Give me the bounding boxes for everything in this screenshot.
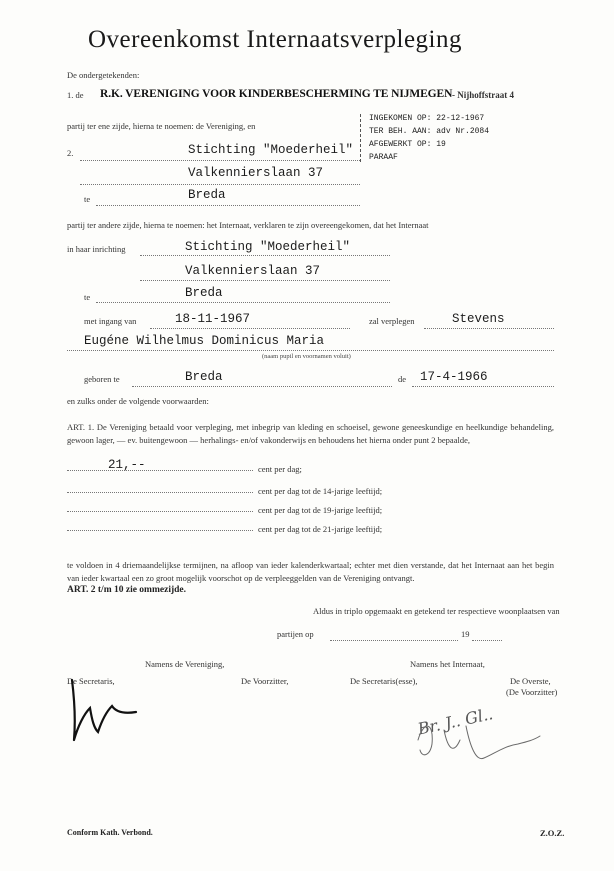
party2-city: Breda: [188, 188, 226, 202]
birthdate-value: 17-4-1966: [420, 370, 488, 384]
surname-line: [424, 328, 554, 329]
facility-city-line: [96, 302, 390, 303]
signing-year-line: [472, 640, 502, 641]
facility-street-line: [140, 280, 390, 281]
received-stamp: [360, 114, 537, 162]
parties-date-label: partijen op: [277, 629, 314, 639]
party2-city-line: [96, 205, 360, 206]
rate4-label: cent per dag tot de 21-jarige leeftijd;: [258, 524, 383, 534]
closing-text: Aldus in triplo opgemaakt en getekend ter respectieve woonplaatsen van: [313, 606, 560, 616]
start-date-label: met ingang van: [84, 316, 137, 326]
born-label: geboren te: [84, 374, 120, 384]
rate4-line: [67, 530, 253, 531]
facility-name: Stichting "Moederheil": [185, 240, 351, 254]
rate3-line: [67, 511, 253, 512]
rate1-line: [67, 470, 253, 471]
party1-name: R.K. VERENIGING VOOR KINDERBESCHERMING TE NIJMEGEN: [100, 88, 453, 100]
party2-street: Valkennierslaan 37: [188, 166, 324, 180]
rate3-label: cent per dag tot de 19-jarige leeftijd;: [258, 505, 383, 515]
party2-role: partij ter andere zijde, hierna te noemen: het Internaat, verklaren te zijn overeengekomen, dat het Internaat: [67, 220, 429, 230]
rate-amount: 21,--: [108, 458, 146, 472]
art2-reference: ART. 2 t/m 10 zie ommezijde.: [67, 585, 186, 595]
rate2-line: [67, 492, 253, 493]
party1-address: - Nijhoffstraat 4: [452, 90, 514, 100]
art1-text: ART. 1. De Vereniging betaald voor verpleging, met inbegrip van kleding en schoeisel, gewone geneeskundige en heelkundige behandeling, gewoon lager, — ev. buitengewoon — herhalings- en/of vakonderwijs en behoudens het hierna onder punt 2 bepaalde,: [67, 422, 554, 445]
facility-city: Breda: [185, 286, 223, 300]
voorzitter-label: De Voorzitter,: [241, 676, 289, 686]
party1-prefix: 1. de: [67, 90, 84, 100]
birthplace-line: [132, 386, 392, 387]
document-title: Overeenkomst Internaatsverpleging: [88, 26, 463, 53]
facility-street: Valkennierslaan 37: [185, 264, 321, 278]
birthdate-line: [412, 386, 554, 387]
party1-role: partij ter ene zijde, hierna te noemen: de Vereniging, en: [67, 121, 256, 131]
party2-te-label: te: [84, 194, 91, 204]
care-label: zal verplegen: [369, 316, 415, 326]
conditions-text: en zulks onder de volgende voorwaarden:: [67, 396, 209, 406]
party2-name-line: [80, 160, 360, 161]
stamp-initials-line: PARAAF: [369, 153, 398, 162]
secretaris-signature: [64, 676, 144, 746]
rate1-label: cent per dag;: [258, 464, 302, 474]
stamp-received-line: INGEKOMEN OP: 22-12-1967: [369, 114, 485, 123]
rate2-label: cent per dag tot de 14-jarige leeftijd;: [258, 486, 383, 496]
secretaresse-label: De Secretaris(esse),: [350, 676, 418, 686]
pupil-surname: Stevens: [452, 312, 505, 326]
start-date-line: [150, 328, 350, 329]
internaat-signature-scribble: [414, 710, 544, 770]
stamp-assigned-line: TER BEH. AAN: adv Nr.2084: [369, 127, 490, 136]
signing-date-line: [330, 640, 458, 641]
party2-number: 2.: [67, 148, 74, 158]
given-names-line: [67, 350, 554, 351]
internaat-header: Namens het Internaat,: [410, 659, 485, 669]
signing-year: 19: [461, 629, 470, 639]
stamp-completed-line: AFGEWERKT OP: 19: [369, 140, 446, 149]
intro-text: De ondergetekenden:: [67, 70, 140, 80]
party2-name: Stichting "Moederheil": [188, 143, 354, 157]
footer-conform: Conform Kath. Verbond.: [67, 828, 153, 837]
payment-terms: te voldoen in 4 driemaandelijkse termijnen, na afloop van ieder kalenderkwartaal; echter met dien verstande, dat het Internaat aan het begin van ieder kwartaal een zo groot mogelijk voorschot op de verpleeggelden van de Vereniging ontvangt.: [67, 560, 554, 583]
footer-zoz: Z.O.Z.: [540, 828, 565, 838]
facility-label: in haar inrichting: [67, 244, 126, 254]
pupil-given-names: Eugéne Wilhelmus Dominicus Maria: [84, 334, 325, 348]
facility-te-label: te: [84, 292, 91, 302]
party2-street-line: [80, 184, 360, 185]
facility-name-line: [140, 255, 390, 256]
overste-alt-label: (De Voorzitter): [506, 687, 558, 697]
internaat-signature: Br. J.. Gl..: [416, 704, 495, 739]
secretaris-label: De Secretaris,: [67, 676, 115, 686]
start-date-value: 18-11-1967: [175, 312, 251, 326]
overste-label: De Overste,: [510, 676, 551, 686]
vereniging-header: Namens de Vereniging,: [145, 659, 225, 669]
name-caption: (naam pupil en voornamen voluit): [262, 353, 351, 360]
birthdate-de-label: de: [398, 374, 407, 384]
birthplace-value: Breda: [185, 370, 223, 384]
